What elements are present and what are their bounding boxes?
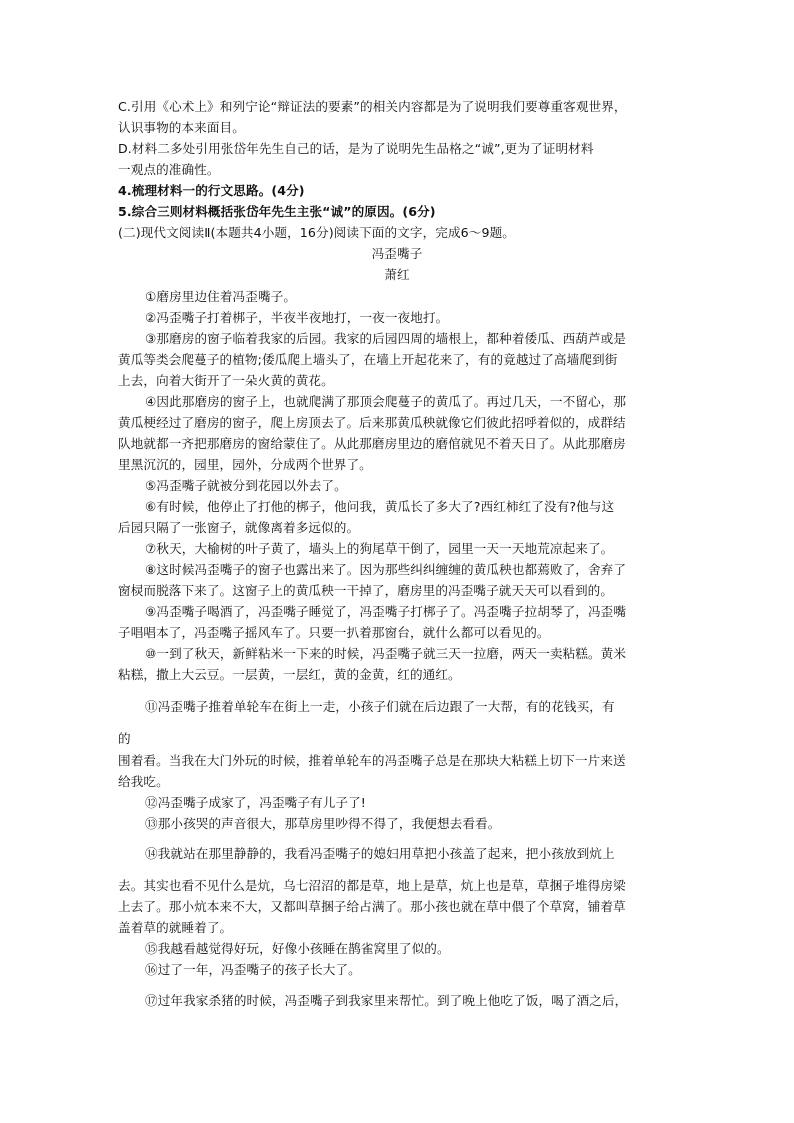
story-line: ⑨冯歪嘴子喝酒了，冯歪嘴子睡觉了，冯歪嘴子打梆子了。冯歪嘴子拉胡琴了，冯歪嘴 [145,604,627,619]
story-line [145,792,678,813]
story-line: ⑰过年我家杀猪的时候，冯歪嘴子到我家里来帮忙。到了晚上他吃了饭，喝了酒之后， [145,993,628,1008]
section-heading: (二)现代文阅读Ⅱ(本题共4小题，16分)阅读下面的文字，完成6～9题。 [118,225,515,240]
option-d-line-1: D.材料二多处引用张岱年先生自己的话，是为了说明先生品格之“诚”,更为了证明材料 [118,141,594,156]
story-line: ④因此那磨房的窗子上，也就爬满了那顶会爬蔓子的黄瓜了。再过几天，一不留心，那 [145,394,627,409]
question-5: 5.综合三则材料概括张岱年先生主张“诚”的原因。(6分) [118,204,436,219]
story-line: 窗棂而脱落下来了。这窗子上的黄瓜秧一干掉了，磨房里的冯歪嘴子就天天可以看到的。 [118,583,614,598]
story-line-text: 冯歪嘴子成家了，冯歪嘴子有儿子了! [157,795,366,810]
story-line: ⑩一到了秋天，新鲜粘米一下来的时候，冯歪嘴子就三天一拉磨，两天一卖粘糕。黄米 [145,646,627,661]
story-line: ③那磨房的窗子临着我家的后园。我家的后园四周的墙根上，都种着倭瓜、西葫芦或是 [145,331,627,346]
story-title: 冯歪嘴子 [371,246,423,261]
story-line: 的 [118,731,131,746]
story-line: 粘糕，撒上大云豆。一层黄，一层红，黄的金黄，红的通红。 [118,667,461,682]
paragraph-number-12: ⑫ [145,795,158,810]
question-4: 4.梳理材料一的行文思路。(4分) [118,183,305,198]
story-line: ⑭我就站在那里静静的，我看冯歪嘴子的媳妇用草把小孩盖了起来，把小孩放到炕上 [145,846,615,861]
story-line: 里黑沉沉的，园里，园外，分成两个世界了。 [118,457,372,472]
story-line: 后园只隔了一张窗子，就像离着多远似的。 [118,520,360,535]
story-line: 去。其实也看不见什么是炕，乌七沼沼的都是草，地上是草，炕上也是草，草捆子堆得房梁 [118,878,626,893]
story-line: ②冯歪嘴子打着梆子，半夜半夜地打，一夜一夜地打。 [145,310,449,325]
story-author: 萧红 [384,267,410,282]
story-line: 给我吃。 [118,774,169,789]
story-line: ⑦秋天，大榆树的叶子黄了，墙头上的狗尾草干倒了，园里一天一天地荒凉起来了。 [145,541,614,556]
story-line: 黄瓜等类会爬蔓子的植物;倭瓜爬上墙头了，在墙上开起花来了，有的竟越过了高墙爬到街 [118,352,618,367]
story-line: ⑬那小孩哭的声音很大，那草房里吵得不得了，我便想去看看。 [145,816,501,831]
story-line: 上去了。那小炕本来不大，又都叫草捆子给占满了。那小孩也就在草中偎了个草窝，铺着草 [118,899,626,914]
story-line: ①磨房里边住着冯歪嘴子。 [145,289,297,304]
story-line: ⑮我越看越觉得好玩，好像小孩睡在鹊雀窝里了似的。 [145,941,450,956]
story-line: ⑪冯歪嘴子推着单轮车在街上一走，小孩子们就在后边跟了一大帮，有的花钱买，有 [145,699,615,714]
story-line: 盖着草的就睡着了。 [118,920,233,935]
option-c-line-1: C.引用《心术上》和列宁论“辩证法的要素”的相关内容都是为了说明我们要尊重客观世界， [118,99,627,114]
story-line: 队地就都一齐把那磨房的窗给蒙住了。从此那磨房里边的磨倌就见不着天日了。从此那磨房 [118,436,626,451]
story-line: 围着看。当我在大门外玩的时候，推着单轮车的冯歪嘴子总是在那块大粘糕上切下一片来送 [118,753,626,768]
story-line: ⑯过了一年，冯歪嘴子的孩子长大了。 [145,962,361,977]
story-line: 黄瓜梗经过了磨房的窗子，爬上房顶去了。后来那黄瓜秧就像它们彼此招呼着似的，成群结 [118,415,626,430]
story-line: 子唱唱本了，冯歪嘴子摇风车了。只要一扒着那窗台，就什么都可以看见的。 [118,625,550,640]
story-line: ⑤冯歪嘴子就被分到花园以外去了。 [145,478,347,493]
option-c-line-2: 认识事物的本来面目。 [118,120,245,135]
option-d-line-2: 一观点的准确性。 [118,162,220,177]
story-line: ⑧这时候冯歪嘴子的窗子也露出来了。因为那些纠纠缠缠的黄瓜秧也都蔫败了，舍弃了 [145,562,627,577]
story-line: 上去，向着大街开了一朵火黄的黄花。 [118,373,334,388]
story-line: ⑥有时候，他停止了打他的梆子，他问我，黄瓜长了多大了?西红柿红了没有?他与这 [145,499,615,514]
